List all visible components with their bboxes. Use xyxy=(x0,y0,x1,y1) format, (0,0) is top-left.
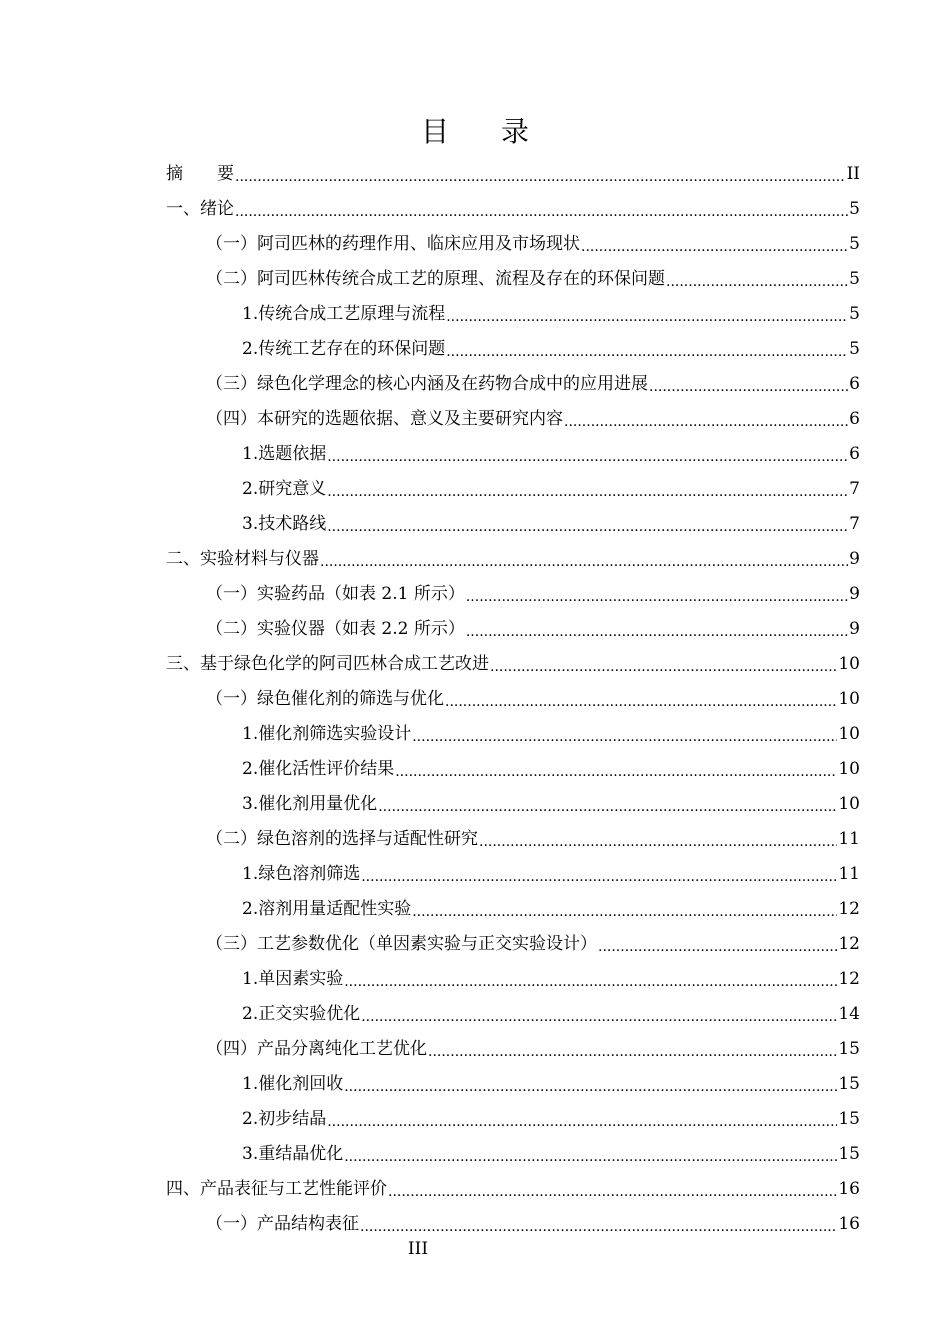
toc-entry-title: （三）工艺参数优化（单因素实验与正交实验设计） xyxy=(206,934,597,954)
toc-entry[interactable] xyxy=(166,647,860,682)
toc-entry-title: （四）本研究的选题依据、意义及主要研究内容 xyxy=(206,409,563,429)
toc-dot-leader xyxy=(490,647,837,682)
toc-entry[interactable] xyxy=(242,1067,860,1102)
toc-entry-page: 15 xyxy=(838,1144,860,1164)
toc-dot-leader xyxy=(666,262,848,297)
toc-entry-page: 9 xyxy=(849,584,860,604)
toc-entry-page: 16 xyxy=(838,1179,860,1199)
toc-entry-title: （二）实验仪器（如表 2.2 所示） xyxy=(206,619,465,639)
toc-entry-title: （四）产品分离纯化工艺优化 xyxy=(206,1039,427,1059)
toc-dot-leader xyxy=(412,892,837,927)
toc-dot-leader xyxy=(361,997,837,1032)
toc-entry-title: 3.技术路线 xyxy=(242,514,327,534)
toc-entry-page: 15 xyxy=(838,1039,860,1059)
toc-entry-page: II xyxy=(846,164,860,184)
toc-dot-leader xyxy=(466,612,848,647)
toc-dot-leader xyxy=(378,787,837,822)
toc-entry[interactable] xyxy=(242,717,860,752)
toc-dot-leader xyxy=(412,717,837,752)
page-number: III xyxy=(407,1239,429,1259)
toc-entry-page: 10 xyxy=(838,654,860,674)
toc-entry[interactable] xyxy=(206,367,860,402)
toc-entry[interactable] xyxy=(242,332,860,367)
toc-entry-page: 14 xyxy=(838,1004,860,1024)
toc-entry-title: 1.单因素实验 xyxy=(242,969,344,989)
toc-entry-page: 5 xyxy=(849,199,860,219)
toc-entry-title: 2.传统工艺存在的环保问题 xyxy=(242,339,446,359)
toc-entry-title: 3.重结晶优化 xyxy=(242,1144,344,1164)
toc-entry-title: 三、基于绿色化学的阿司匹林合成工艺改进 xyxy=(166,654,489,674)
toc-entry[interactable] xyxy=(166,542,860,577)
toc-entry[interactable] xyxy=(242,1137,860,1172)
toc-entry[interactable] xyxy=(242,892,860,927)
toc-entry-title: （一）产品结构表征 xyxy=(206,1214,359,1234)
toc-dot-leader xyxy=(320,542,848,577)
toc-entry-title: 摘 要 xyxy=(166,164,234,184)
toc-dot-leader xyxy=(581,227,848,262)
toc-entry[interactable] xyxy=(206,927,860,962)
toc-dot-leader xyxy=(446,297,848,332)
toc-entry-page: 11 xyxy=(838,829,860,849)
toc-entry-title: （一）阿司匹林的药理作用、临床应用及市场现状 xyxy=(206,234,580,254)
toc-dot-leader xyxy=(466,577,848,612)
toc-entry[interactable] xyxy=(206,262,860,297)
toc-entry-page: 10 xyxy=(838,794,860,814)
toc-entry[interactable] xyxy=(166,192,860,227)
toc-dot-leader xyxy=(344,1137,837,1172)
toc-dot-leader xyxy=(327,507,848,542)
toc-entry-title: （二）阿司匹林传统合成工艺的原理、流程及存在的环保问题 xyxy=(206,269,665,289)
toc-entry-page: 15 xyxy=(838,1074,860,1094)
toc-entry-title: 一、绪论 xyxy=(166,199,234,219)
toc-entry-page: 10 xyxy=(838,759,860,779)
page-title xyxy=(0,112,950,152)
toc-entry-page: 6 xyxy=(849,444,860,464)
toc-dot-leader xyxy=(235,157,846,192)
toc-entry-title: （一）绿色催化剂的筛选与优化 xyxy=(206,689,444,709)
toc-dot-leader xyxy=(598,927,837,962)
toc-entry[interactable] xyxy=(206,822,860,857)
toc-entry-page: 6 xyxy=(849,374,860,394)
toc-entry-title: （二）绿色溶剂的选择与适配性研究 xyxy=(206,829,478,849)
toc-entry[interactable] xyxy=(242,787,860,822)
toc-entry[interactable] xyxy=(242,437,860,472)
toc-entry-page: 7 xyxy=(849,514,860,534)
toc-dot-leader xyxy=(428,1032,837,1067)
toc-entry-title: 二、实验材料与仪器 xyxy=(166,549,319,569)
toc-dot-leader xyxy=(344,1067,837,1102)
toc-entry[interactable] xyxy=(242,752,860,787)
title-char-left: 目 xyxy=(420,115,449,148)
toc-entry[interactable] xyxy=(206,682,860,717)
toc-entry[interactable] xyxy=(206,402,860,437)
toc-entry-title: 2.正交实验优化 xyxy=(242,1004,361,1024)
toc-entry-title: 2.初步结晶 xyxy=(242,1109,327,1129)
toc-entry[interactable] xyxy=(206,227,860,262)
toc-entry[interactable] xyxy=(166,1172,860,1207)
toc-entry-title: 2.溶剂用量适配性实验 xyxy=(242,899,412,919)
toc-entry[interactable] xyxy=(206,1032,860,1067)
toc-dot-leader xyxy=(395,752,837,787)
toc-dot-leader xyxy=(446,332,848,367)
toc-entry-page: 7 xyxy=(849,479,860,499)
toc-entry-title: 四、产品表征与工艺性能评价 xyxy=(166,1179,387,1199)
toc-entry-page: 15 xyxy=(838,1109,860,1129)
toc-entry-page: 11 xyxy=(838,864,860,884)
toc-entry-page: 5 xyxy=(849,234,860,254)
toc-entry-page: 5 xyxy=(849,304,860,324)
toc-entry-page: 16 xyxy=(838,1214,860,1234)
toc-entry-title: 1.催化剂回收 xyxy=(242,1074,344,1094)
toc-entry-title: 1.催化剂筛选实验设计 xyxy=(242,724,412,744)
toc-dot-leader xyxy=(327,472,848,507)
toc-entry-page: 12 xyxy=(838,934,860,954)
toc-entry-title: 2.研究意义 xyxy=(242,479,327,499)
toc-entry[interactable] xyxy=(206,612,860,647)
toc-entry-page: 5 xyxy=(849,269,860,289)
toc-dot-leader xyxy=(235,192,848,227)
toc-dot-leader xyxy=(479,822,837,857)
toc-dot-leader xyxy=(361,857,837,892)
toc-entry-page: 10 xyxy=(838,689,860,709)
toc-dot-leader xyxy=(649,367,848,402)
toc-entry[interactable] xyxy=(242,997,860,1032)
toc-dot-leader xyxy=(327,1102,837,1137)
toc-entry[interactable] xyxy=(242,297,860,332)
toc-entry[interactable] xyxy=(242,962,860,997)
toc-entry-page: 5 xyxy=(849,339,860,359)
toc-dot-leader xyxy=(564,402,848,437)
toc-entry-page: 10 xyxy=(838,724,860,744)
toc-dot-leader xyxy=(327,437,848,472)
toc-entry-page: 9 xyxy=(849,619,860,639)
toc-dot-leader xyxy=(445,682,837,717)
toc-dot-leader xyxy=(344,962,837,997)
toc-entry[interactable] xyxy=(242,857,860,892)
toc-entry[interactable] xyxy=(242,472,860,507)
title-char-right: 录 xyxy=(501,115,530,148)
toc-entry-title: 2.催化活性评价结果 xyxy=(242,759,395,779)
toc-entry[interactable] xyxy=(242,507,860,542)
toc-dot-leader xyxy=(388,1172,837,1207)
toc-entry[interactable] xyxy=(166,157,860,192)
toc-entry-page: 9 xyxy=(849,549,860,569)
toc-entry-title: （三）绿色化学理念的核心内涵及在药物合成中的应用进展 xyxy=(206,374,648,394)
toc-entry-page: 12 xyxy=(838,969,860,989)
toc-entry[interactable] xyxy=(206,577,860,612)
toc-entry-title: 1.选题依据 xyxy=(242,444,327,464)
toc-entry-title: （一）实验药品（如表 2.1 所示） xyxy=(206,584,465,604)
toc-entry-title: 3.催化剂用量优化 xyxy=(242,794,378,814)
toc-entry-title: 1.传统合成工艺原理与流程 xyxy=(242,304,446,324)
toc-entry-page: 6 xyxy=(849,409,860,429)
toc-entry-title: 1.绿色溶剂筛选 xyxy=(242,864,361,884)
toc-entry-page: 12 xyxy=(838,899,860,919)
toc-entry[interactable] xyxy=(242,1102,860,1137)
